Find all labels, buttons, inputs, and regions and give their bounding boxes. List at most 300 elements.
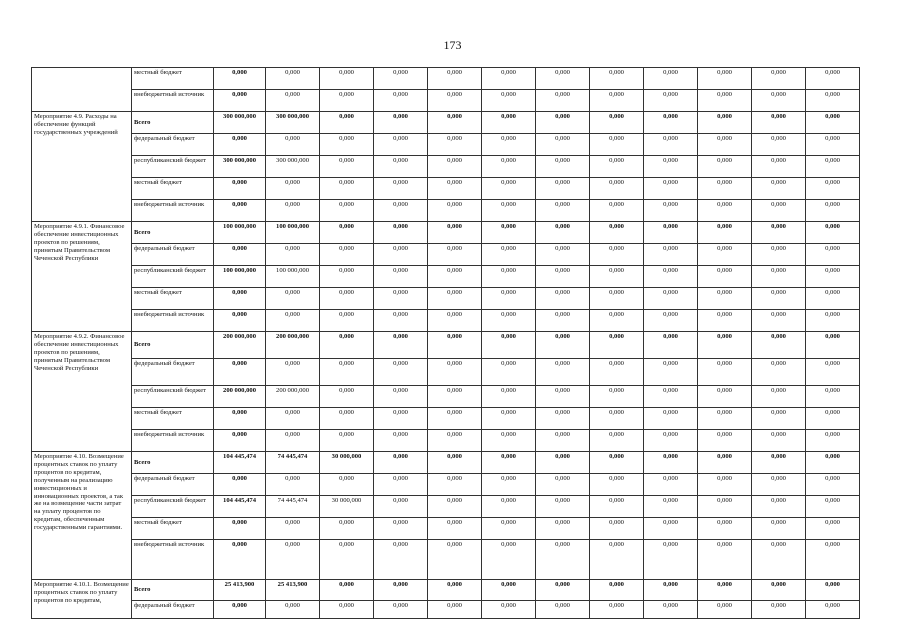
value-cell: 0,000 (590, 540, 644, 580)
value-cell: 0,000 (374, 112, 428, 134)
value-cell: 0,000 (320, 90, 374, 112)
value-cell: 0,000 (482, 134, 536, 156)
value-cell: 0,000 (806, 178, 860, 200)
value-cell: 0,000 (590, 222, 644, 244)
value-cell: 0,000 (698, 222, 752, 244)
value-cell: 0,000 (482, 244, 536, 266)
funding-source-cell: федеральный бюджет (132, 134, 214, 156)
value-cell: 104 445,474 (214, 452, 266, 474)
value-cell: 0,000 (590, 266, 644, 288)
value-cell: 0,000 (806, 359, 860, 386)
value-cell: 0,000 (698, 540, 752, 580)
value-cell: 0,000 (752, 134, 806, 156)
value-cell: 0,000 (428, 359, 482, 386)
value-cell: 0,000 (482, 200, 536, 222)
value-cell: 0,000 (536, 332, 590, 359)
value-cell: 0,000 (374, 310, 428, 332)
value-cell: 0,000 (374, 359, 428, 386)
value-cell: 0,000 (698, 112, 752, 134)
value-cell: 0,000 (374, 474, 428, 496)
value-cell: 0,000 (428, 452, 482, 474)
value-cell: 0,000 (266, 90, 320, 112)
funding-source-cell: внебюджетный источник (132, 310, 214, 332)
value-cell: 0,000 (536, 244, 590, 266)
value-cell: 0,000 (644, 540, 698, 580)
value-cell: 0,000 (536, 580, 590, 601)
funding-source-cell: внебюджетный источник (132, 90, 214, 112)
value-cell: 0,000 (428, 156, 482, 178)
value-cell: 0,000 (320, 200, 374, 222)
value-cell: 0,000 (536, 310, 590, 332)
value-cell: 0,000 (698, 430, 752, 452)
value-cell: 0,000 (752, 518, 806, 540)
value-cell: 0,000 (266, 200, 320, 222)
table-row-total (32, 222, 860, 244)
value-cell: 0,000 (536, 408, 590, 430)
value-cell: 0,000 (590, 112, 644, 134)
value-cell: 0,000 (806, 244, 860, 266)
value-cell: 0,000 (320, 134, 374, 156)
value-cell: 0,000 (320, 288, 374, 310)
value-cell: 0,000 (644, 68, 698, 90)
value-cell: 0,000 (806, 332, 860, 359)
table-row-total (32, 112, 860, 134)
value-cell: 0,000 (698, 266, 752, 288)
value-cell: 0,000 (536, 112, 590, 134)
value-cell: 0,000 (590, 156, 644, 178)
value-cell: 0,000 (590, 518, 644, 540)
value-cell: 0,000 (536, 200, 590, 222)
funding-source-cell: внебюджетный источник (132, 200, 214, 222)
value-cell: 25 413,900 (266, 580, 320, 601)
value-cell: 0,000 (644, 496, 698, 518)
value-cell: 0,000 (266, 359, 320, 386)
value-cell: 0,000 (482, 430, 536, 452)
value-cell: 200 000,000 (266, 332, 320, 359)
value-cell: 0,000 (320, 474, 374, 496)
value-cell: 0,000 (806, 474, 860, 496)
value-cell: 0,000 (752, 222, 806, 244)
funding-source-cell: республиканский бюджет (132, 386, 214, 408)
value-cell: 0,000 (428, 601, 482, 619)
value-cell: 0,000 (806, 90, 860, 112)
funding-source-cell: Всего (132, 112, 214, 134)
value-cell: 100 000,000 (214, 266, 266, 288)
value-cell: 0,000 (698, 474, 752, 496)
value-cell: 0,000 (428, 386, 482, 408)
value-cell: 0,000 (428, 244, 482, 266)
value-cell: 0,000 (214, 200, 266, 222)
funding-source-cell: местный бюджет (132, 288, 214, 310)
value-cell: 200 000,000 (214, 386, 266, 408)
value-cell: 0,000 (374, 452, 428, 474)
value-cell: 0,000 (536, 452, 590, 474)
value-cell: 0,000 (536, 474, 590, 496)
table-row (32, 244, 860, 266)
value-cell: 0,000 (698, 518, 752, 540)
value-cell: 0,000 (536, 430, 590, 452)
value-cell: 0,000 (428, 178, 482, 200)
value-cell: 0,000 (644, 90, 698, 112)
funding-source-cell: местный бюджет (132, 178, 214, 200)
value-cell: 0,000 (482, 540, 536, 580)
value-cell: 0,000 (752, 244, 806, 266)
value-cell: 0,000 (590, 332, 644, 359)
value-cell: 0,000 (536, 178, 590, 200)
value-cell: 0,000 (536, 288, 590, 310)
table-row (32, 359, 860, 386)
value-cell: 0,000 (752, 540, 806, 580)
value-cell: 0,000 (374, 288, 428, 310)
value-cell: 0,000 (428, 310, 482, 332)
value-cell: 0,000 (698, 359, 752, 386)
value-cell: 0,000 (752, 452, 806, 474)
value-cell: 74 445,474 (266, 496, 320, 518)
value-cell: 0,000 (698, 452, 752, 474)
value-cell: 0,000 (266, 288, 320, 310)
table-row-total (32, 580, 860, 601)
value-cell: 0,000 (320, 430, 374, 452)
value-cell: 0,000 (644, 244, 698, 266)
value-cell: 0,000 (698, 496, 752, 518)
table-row (32, 134, 860, 156)
value-cell: 0,000 (806, 452, 860, 474)
value-cell: 0,000 (428, 540, 482, 580)
value-cell: 0,000 (806, 601, 860, 619)
value-cell: 0,000 (752, 200, 806, 222)
value-cell: 0,000 (214, 601, 266, 619)
value-cell: 0,000 (644, 452, 698, 474)
value-cell: 0,000 (320, 156, 374, 178)
value-cell: 0,000 (644, 580, 698, 601)
value-cell: 0,000 (536, 540, 590, 580)
value-cell: 0,000 (644, 200, 698, 222)
value-cell: 0,000 (698, 134, 752, 156)
value-cell: 0,000 (698, 156, 752, 178)
value-cell: 0,000 (482, 518, 536, 540)
value-cell: 0,000 (752, 430, 806, 452)
value-cell: 0,000 (374, 496, 428, 518)
value-cell: 0,000 (214, 474, 266, 496)
value-cell: 0,000 (806, 156, 860, 178)
value-cell: 300 000,000 (266, 112, 320, 134)
value-cell: 0,000 (698, 386, 752, 408)
value-cell: 0,000 (590, 244, 644, 266)
value-cell: 0,000 (266, 310, 320, 332)
funding-source-cell: местный бюджет (132, 408, 214, 430)
value-cell: 0,000 (752, 266, 806, 288)
value-cell: 0,000 (214, 310, 266, 332)
value-cell: 0,000 (320, 310, 374, 332)
value-cell: 0,000 (320, 540, 374, 580)
value-cell: 0,000 (752, 288, 806, 310)
value-cell: 0,000 (806, 518, 860, 540)
value-cell: 0,000 (644, 359, 698, 386)
value-cell: 0,000 (806, 134, 860, 156)
funding-source-cell: республиканский бюджет (132, 266, 214, 288)
value-cell: 0,000 (806, 112, 860, 134)
value-cell: 0,000 (482, 452, 536, 474)
value-cell: 0,000 (806, 408, 860, 430)
value-cell: 0,000 (590, 90, 644, 112)
table-row (32, 496, 860, 518)
value-cell: 0,000 (698, 244, 752, 266)
budget-table (31, 67, 860, 619)
value-cell: 0,000 (266, 244, 320, 266)
value-cell: 0,000 (806, 222, 860, 244)
value-cell: 0,000 (482, 112, 536, 134)
value-cell: 0,000 (644, 222, 698, 244)
value-cell: 300 000,000 (214, 156, 266, 178)
value-cell: 0,000 (428, 200, 482, 222)
value-cell: 0,000 (806, 310, 860, 332)
value-cell: 0,000 (374, 408, 428, 430)
value-cell: 0,000 (482, 90, 536, 112)
value-cell: 0,000 (752, 310, 806, 332)
event-name-cell: Мероприятие 4.10.1. Возмещение процентных ставок по уплату процентов по кредитам, (32, 580, 132, 619)
value-cell: 0,000 (320, 386, 374, 408)
event-name-cell: Мероприятие 4.9.1. Финансовое обеспечение инвестиционных проектов по решениям, принятым Правительством Чеченской Республики (32, 222, 132, 332)
table-row (32, 90, 860, 112)
value-cell: 0,000 (536, 386, 590, 408)
table-row (32, 601, 860, 619)
value-cell: 0,000 (214, 540, 266, 580)
value-cell: 0,000 (752, 90, 806, 112)
value-cell: 0,000 (320, 112, 374, 134)
value-cell: 0,000 (590, 288, 644, 310)
funding-source-cell: федеральный бюджет (132, 474, 214, 496)
value-cell: 0,000 (374, 430, 428, 452)
value-cell: 0,000 (266, 408, 320, 430)
value-cell: 0,000 (374, 90, 428, 112)
value-cell: 0,000 (374, 518, 428, 540)
value-cell: 0,000 (806, 430, 860, 452)
table-row-total (32, 452, 860, 474)
value-cell: 0,000 (698, 200, 752, 222)
value-cell: 0,000 (536, 134, 590, 156)
value-cell: 0,000 (320, 178, 374, 200)
value-cell: 0,000 (536, 518, 590, 540)
value-cell: 0,000 (266, 178, 320, 200)
table-row (32, 200, 860, 222)
value-cell: 0,000 (482, 496, 536, 518)
value-cell: 0,000 (482, 178, 536, 200)
value-cell: 0,000 (428, 112, 482, 134)
value-cell: 0,000 (266, 430, 320, 452)
value-cell: 0,000 (698, 580, 752, 601)
value-cell: 30 000,000 (320, 452, 374, 474)
value-cell: 0,000 (374, 386, 428, 408)
value-cell: 0,000 (698, 408, 752, 430)
value-cell: 100 000,000 (266, 222, 320, 244)
funding-source-cell: внебюджетный источник (132, 430, 214, 452)
value-cell: 0,000 (806, 288, 860, 310)
value-cell: 0,000 (266, 601, 320, 619)
value-cell: 0,000 (482, 580, 536, 601)
value-cell: 0,000 (590, 452, 644, 474)
value-cell: 0,000 (482, 386, 536, 408)
value-cell: 0,000 (644, 474, 698, 496)
value-cell: 0,000 (806, 68, 860, 90)
value-cell: 0,000 (428, 288, 482, 310)
value-cell: 0,000 (374, 601, 428, 619)
value-cell: 0,000 (428, 134, 482, 156)
value-cell: 0,000 (214, 408, 266, 430)
value-cell: 0,000 (482, 156, 536, 178)
value-cell: 0,000 (482, 288, 536, 310)
value-cell: 0,000 (214, 178, 266, 200)
value-cell: 0,000 (320, 408, 374, 430)
value-cell: 0,000 (482, 474, 536, 496)
value-cell: 0,000 (644, 332, 698, 359)
table-row (32, 474, 860, 496)
value-cell: 0,000 (428, 408, 482, 430)
event-name-cell: Мероприятие 4.9. Расходы на обеспечение функций государственных учреждений (32, 112, 132, 222)
value-cell: 0,000 (320, 222, 374, 244)
value-cell: 0,000 (374, 332, 428, 359)
table-row (32, 310, 860, 332)
value-cell: 0,000 (374, 200, 428, 222)
table-row (32, 156, 860, 178)
value-cell: 0,000 (428, 68, 482, 90)
value-cell: 0,000 (590, 430, 644, 452)
value-cell: 0,000 (536, 68, 590, 90)
value-cell: 0,000 (320, 601, 374, 619)
value-cell: 0,000 (482, 359, 536, 386)
value-cell: 0,000 (806, 200, 860, 222)
value-cell: 0,000 (428, 580, 482, 601)
value-cell: 0,000 (644, 112, 698, 134)
value-cell: 0,000 (644, 518, 698, 540)
funding-source-cell: федеральный бюджет (132, 601, 214, 619)
value-cell: 0,000 (374, 156, 428, 178)
value-cell: 0,000 (214, 288, 266, 310)
value-cell: 0,000 (374, 134, 428, 156)
value-cell: 0,000 (482, 332, 536, 359)
value-cell: 0,000 (590, 496, 644, 518)
value-cell: 0,000 (752, 156, 806, 178)
event-name-cell (32, 68, 132, 112)
value-cell: 0,000 (806, 386, 860, 408)
value-cell: 0,000 (752, 496, 806, 518)
value-cell: 0,000 (590, 310, 644, 332)
value-cell: 0,000 (374, 178, 428, 200)
value-cell: 74 445,474 (266, 452, 320, 474)
value-cell: 0,000 (698, 310, 752, 332)
table-row (32, 178, 860, 200)
value-cell: 300 000,000 (266, 156, 320, 178)
value-cell: 0,000 (644, 156, 698, 178)
value-cell: 0,000 (320, 359, 374, 386)
value-cell: 0,000 (320, 332, 374, 359)
page-number: 173 (443, 38, 462, 52)
value-cell: 0,000 (752, 474, 806, 496)
value-cell: 0,000 (590, 178, 644, 200)
value-cell: 0,000 (214, 359, 266, 386)
value-cell: 0,000 (214, 518, 266, 540)
value-cell: 0,000 (320, 244, 374, 266)
value-cell: 0,000 (698, 288, 752, 310)
value-cell: 0,000 (482, 222, 536, 244)
value-cell: 0,000 (214, 430, 266, 452)
value-cell: 0,000 (536, 359, 590, 386)
value-cell: 0,000 (214, 134, 266, 156)
value-cell: 200 000,000 (214, 332, 266, 359)
value-cell: 0,000 (482, 68, 536, 90)
value-cell: 200 000,000 (266, 386, 320, 408)
event-name-cell: Мероприятие 4.9.2. Финансовое обеспечение инвестиционных проектов по решениям, принятым Правительством Чеченской Республики (32, 332, 132, 452)
value-cell: 0,000 (320, 580, 374, 601)
value-cell: 0,000 (428, 518, 482, 540)
table-row (32, 386, 860, 408)
value-cell: 0,000 (752, 386, 806, 408)
event-name-cell: Мероприятие 4.10. Возмещение процентных ставок по уплату процентов по кредитам, полученным на реализацию инвестиционных и инновационных проектов, а так же на возмещение части затрат на уплату процентов по кредитам, обеспеченным государственными гарантиями. (32, 452, 132, 580)
funding-source-cell: местный бюджет (132, 68, 214, 90)
value-cell: 0,000 (266, 518, 320, 540)
value-cell: 0,000 (590, 386, 644, 408)
table-row (32, 540, 860, 580)
value-cell: 0,000 (428, 430, 482, 452)
funding-source-cell: Всего (132, 332, 214, 359)
value-cell: 0,000 (428, 90, 482, 112)
table-row (32, 430, 860, 452)
value-cell: 0,000 (698, 68, 752, 90)
value-cell: 0,000 (266, 540, 320, 580)
value-cell: 0,000 (214, 90, 266, 112)
budget-table-body (32, 68, 860, 619)
value-cell: 0,000 (698, 601, 752, 619)
funding-source-cell: республиканский бюджет (132, 496, 214, 518)
funding-source-cell: республиканский бюджет (132, 156, 214, 178)
value-cell: 0,000 (320, 266, 374, 288)
value-cell: 0,000 (590, 134, 644, 156)
value-cell: 0,000 (644, 430, 698, 452)
value-cell: 0,000 (214, 68, 266, 90)
funding-source-cell: местный бюджет (132, 518, 214, 540)
value-cell: 0,000 (320, 518, 374, 540)
value-cell: 0,000 (752, 359, 806, 386)
value-cell: 0,000 (698, 332, 752, 359)
value-cell: 0,000 (374, 540, 428, 580)
value-cell: 0,000 (644, 134, 698, 156)
value-cell: 0,000 (266, 474, 320, 496)
value-cell: 0,000 (536, 601, 590, 619)
value-cell: 0,000 (482, 266, 536, 288)
value-cell: 0,000 (428, 474, 482, 496)
funding-source-cell: федеральный бюджет (132, 359, 214, 386)
funding-source-cell: внебюджетный источник (132, 540, 214, 580)
value-cell: 0,000 (536, 90, 590, 112)
value-cell: 0,000 (214, 244, 266, 266)
value-cell: 0,000 (752, 178, 806, 200)
value-cell: 0,000 (482, 408, 536, 430)
table-row (32, 68, 860, 90)
value-cell: 0,000 (374, 68, 428, 90)
value-cell: 0,000 (698, 178, 752, 200)
table-row (32, 288, 860, 310)
value-cell: 0,000 (806, 266, 860, 288)
value-cell: 0,000 (806, 496, 860, 518)
value-cell: 0,000 (374, 222, 428, 244)
value-cell: 100 000,000 (214, 222, 266, 244)
value-cell: 0,000 (590, 408, 644, 430)
table-row-total (32, 332, 860, 359)
value-cell: 0,000 (752, 68, 806, 90)
value-cell: 0,000 (644, 601, 698, 619)
value-cell: 0,000 (428, 222, 482, 244)
value-cell: 0,000 (590, 474, 644, 496)
value-cell: 0,000 (698, 90, 752, 112)
